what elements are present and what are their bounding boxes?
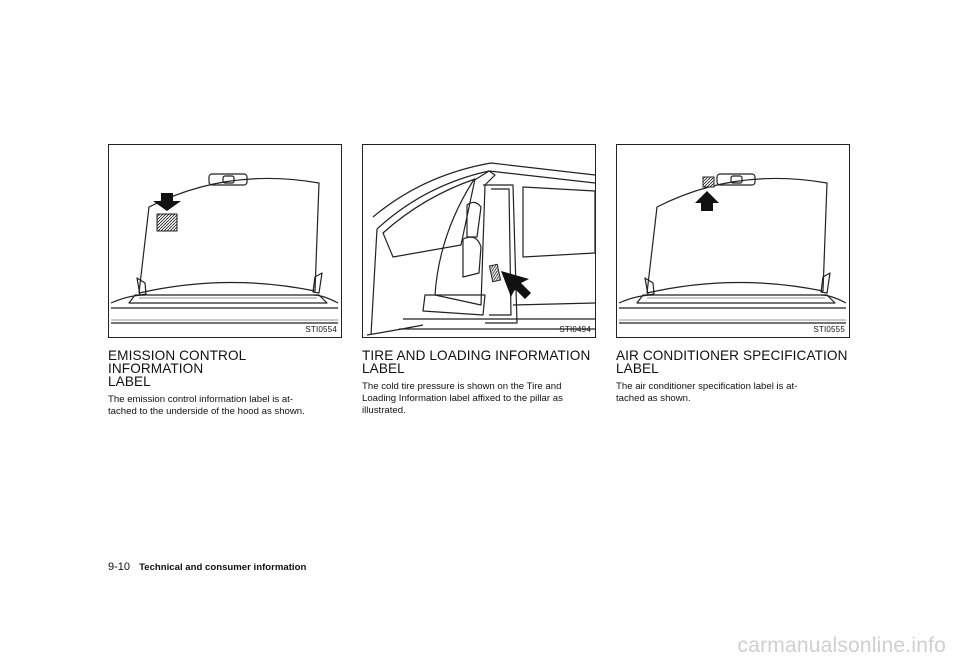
figure-door-pillar — [362, 144, 596, 338]
section-body: The emission control information label is at- tached to the underside of the hood as shown. — [108, 394, 305, 417]
section-tire-label — [362, 144, 596, 417]
figure-code: STI0555 — [813, 325, 845, 334]
section-title: EMISSION CONTROL INFORMATION LABEL — [108, 348, 246, 389]
section-emission-label — [108, 144, 342, 418]
label-location-marker — [703, 177, 714, 187]
arrow-up-icon — [695, 191, 719, 211]
section-body: The cold tire pressure is shown on the Tire and Loading Information label affixed to the pillar as illustrated. — [362, 381, 563, 416]
label-location-marker — [157, 214, 177, 231]
arrow-down-icon — [153, 193, 181, 211]
hood-illustration — [617, 145, 849, 337]
section-title: AIR CONDITIONER SPECIFICATION LABEL — [616, 348, 848, 376]
watermark: carmanualsonline.info — [737, 634, 946, 657]
section-body: The air conditioner specification label is at- tached as shown. — [616, 381, 798, 404]
section-title: TIRE AND LOADING INFORMATION LABEL — [362, 348, 591, 376]
section-name: Technical and consumer information — [139, 562, 307, 573]
hood-illustration — [109, 145, 341, 337]
door-pillar-illustration — [363, 145, 595, 337]
label-location-marker — [489, 264, 500, 281]
figure-hood-emission — [108, 144, 342, 338]
figure-code: STI0494 — [559, 325, 591, 334]
figure-hood-ac — [616, 144, 850, 338]
page-footer — [108, 561, 306, 573]
figure-code: STI0554 — [305, 325, 337, 334]
section-ac-label — [616, 144, 850, 405]
page-number: 9-10 — [108, 561, 131, 573]
